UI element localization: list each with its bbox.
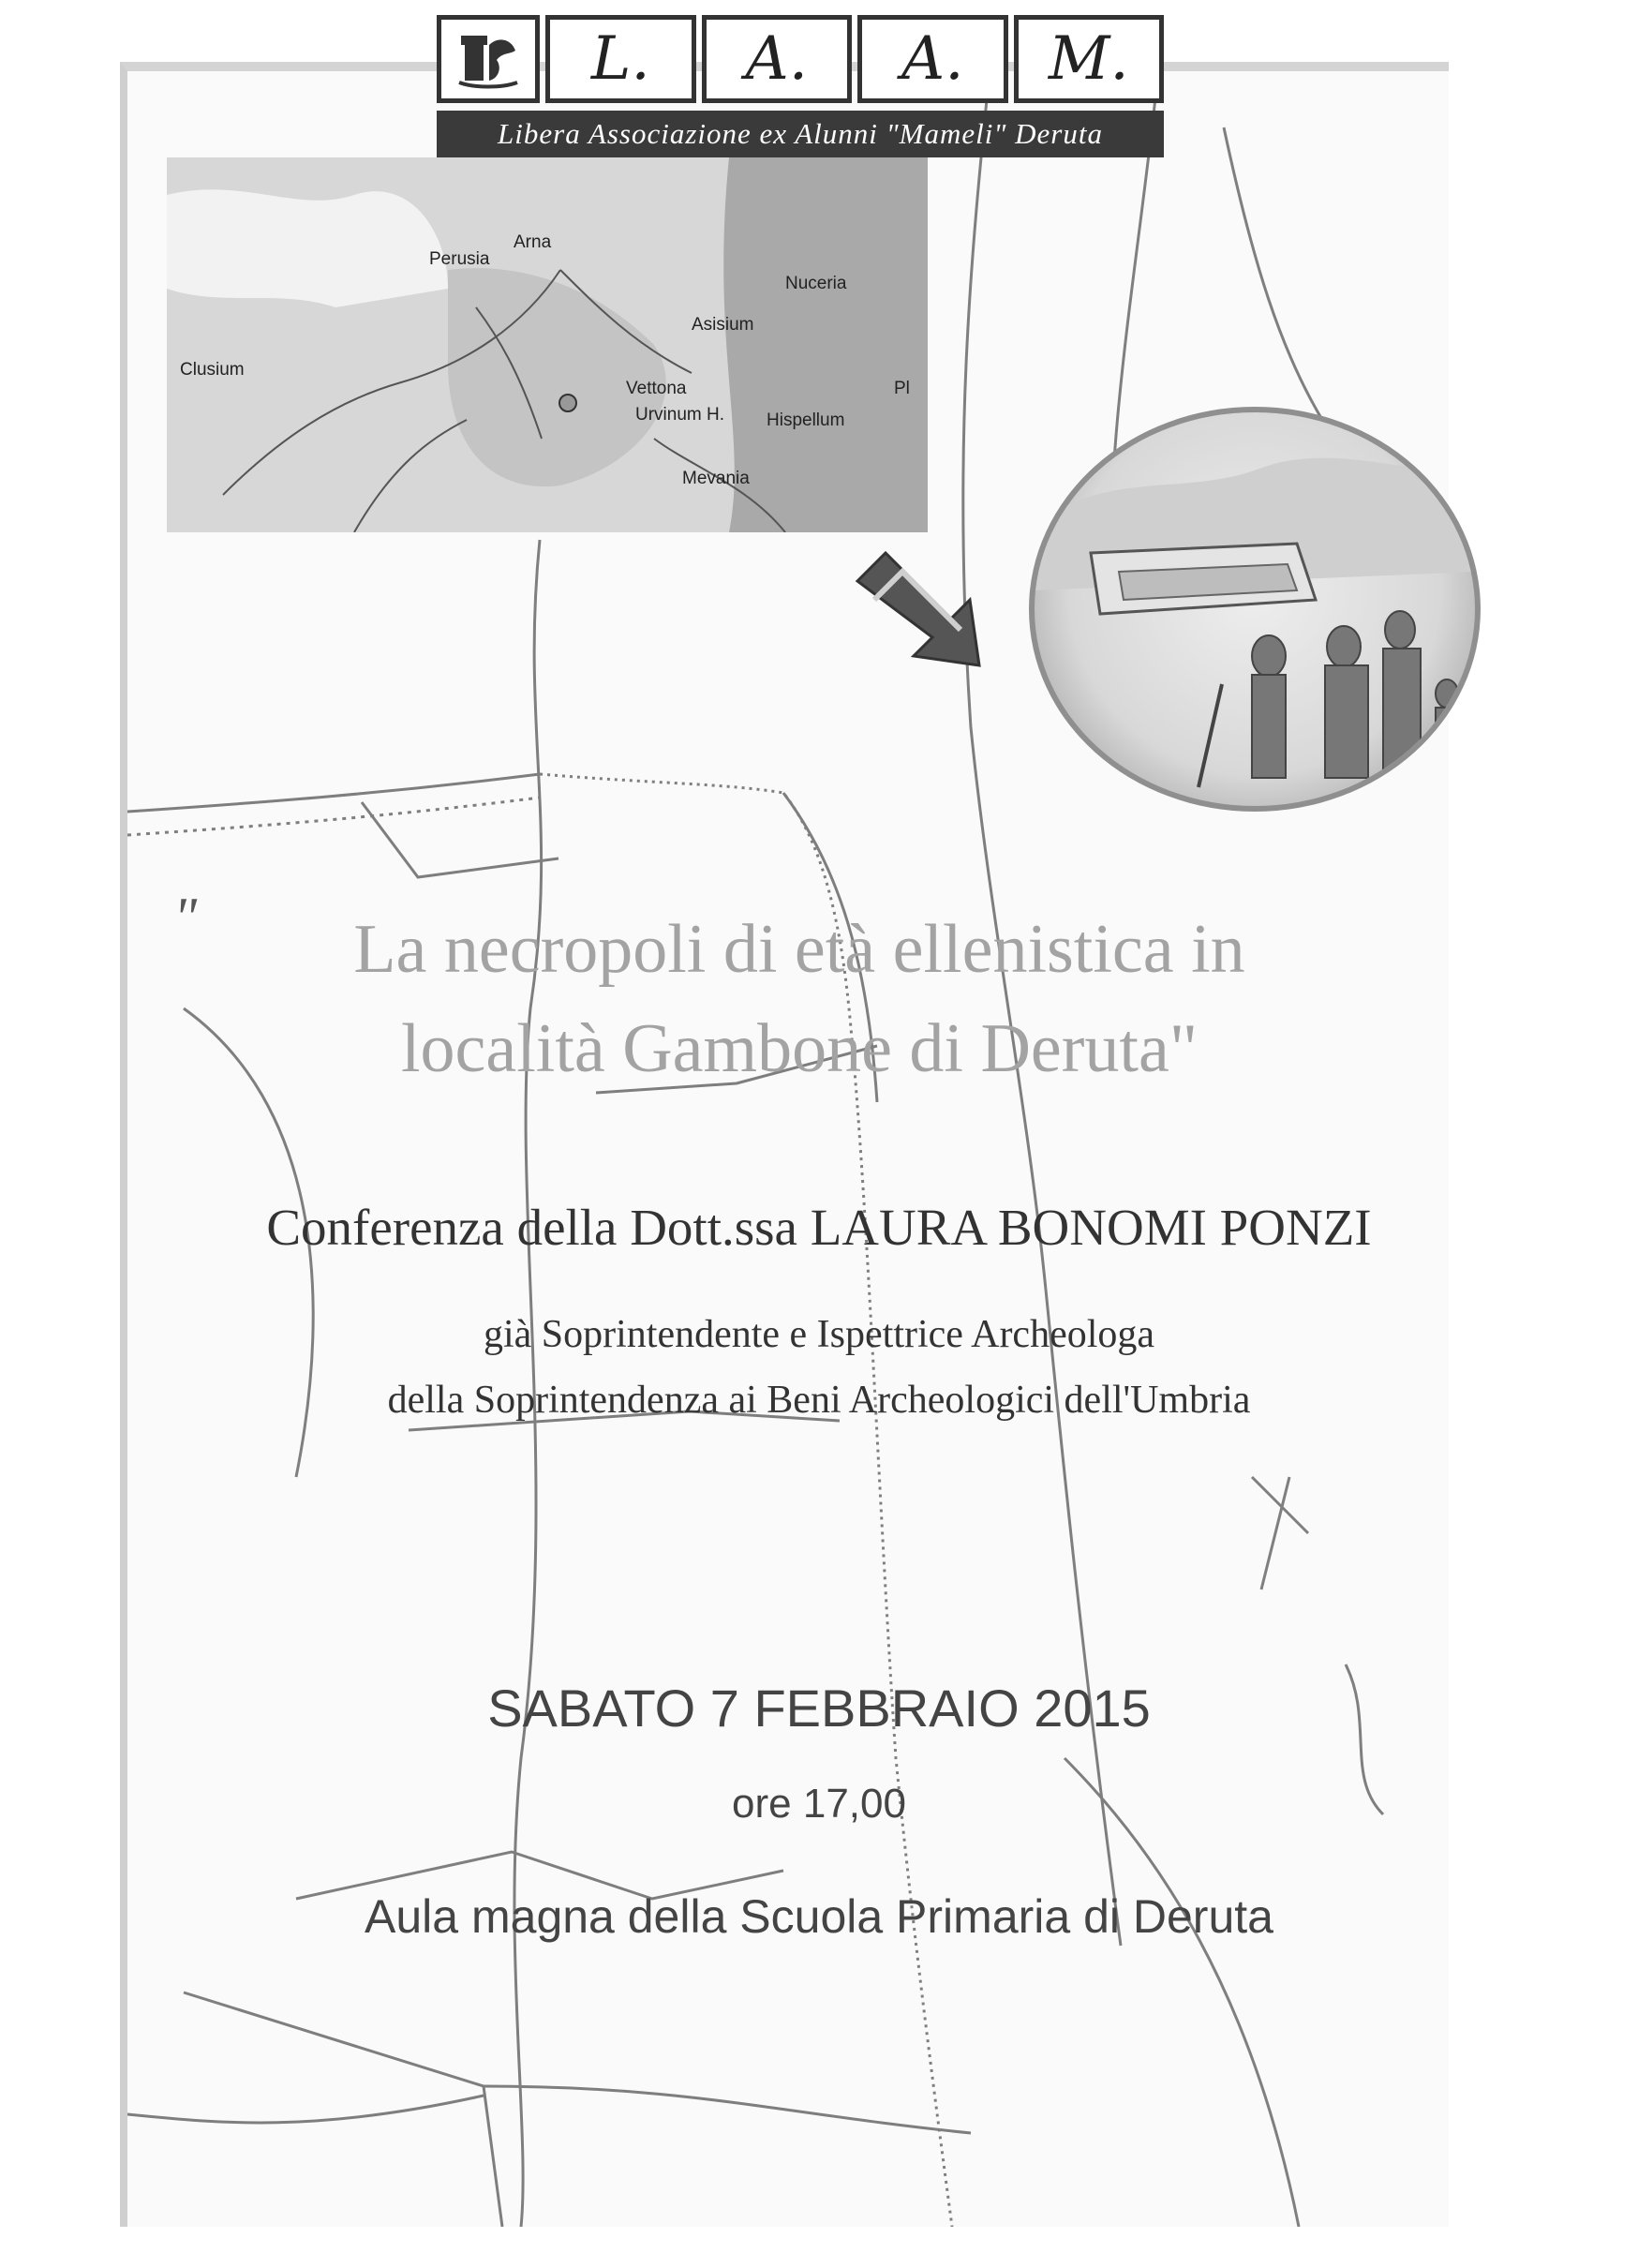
logo-subtitle: Libera Associazione ex Alunni "Mameli" Deruta	[437, 111, 1164, 157]
logo-letter-a1: A.	[702, 15, 853, 103]
map-label-pl: Pl	[894, 379, 910, 398]
map-label-clusium: Clusium	[180, 360, 245, 380]
map-label-arna: Arna	[514, 232, 552, 252]
event-time: ore 17,00	[732, 1781, 906, 1827]
event-date: SABATO 7 FEBBRAIO 2015	[487, 1679, 1151, 1738]
crest-icon	[437, 15, 540, 103]
speaker-line: Conferenza della Dott.ssa LAURA BONOMI PONZI	[266, 1199, 1372, 1256]
ancient-umbria-map	[167, 157, 928, 532]
speaker-role-line-1: già Soprintendente e Ispettrice Archeologa	[483, 1313, 1155, 1356]
arrow-icon	[848, 544, 998, 675]
event-venue: Aula magna della Scuola Primaria di Deruta	[365, 1890, 1273, 1943]
map-label-hispellum: Hispellum	[767, 410, 845, 430]
map-label-asisium: Asisium	[692, 315, 754, 335]
event-title	[167, 900, 1432, 1098]
title-line-1: La necropoli di età ellenistica in	[353, 911, 1245, 988]
logo-letter-m: M.	[1014, 15, 1165, 103]
excavation-illustration	[1029, 407, 1481, 812]
logo-letter-l: L.	[545, 15, 696, 103]
map-label-vettona: Vettona	[626, 379, 687, 398]
map-label-nuceria: Nuceria	[785, 274, 847, 293]
quote-open: "	[173, 887, 198, 948]
laam-logo	[437, 15, 1164, 103]
map-label-mevania: Mevania	[682, 469, 750, 488]
map-label-perusia: Perusia	[429, 249, 490, 269]
map-label-urvinum: Urvinum H.	[635, 405, 725, 425]
speaker-role-line-2: della Soprintendenza ai Beni Archeologici dell'Umbria	[387, 1379, 1251, 1422]
logo-letter-a2: A.	[857, 15, 1008, 103]
title-line-2: località Gambone di Deruta"	[400, 1010, 1199, 1087]
